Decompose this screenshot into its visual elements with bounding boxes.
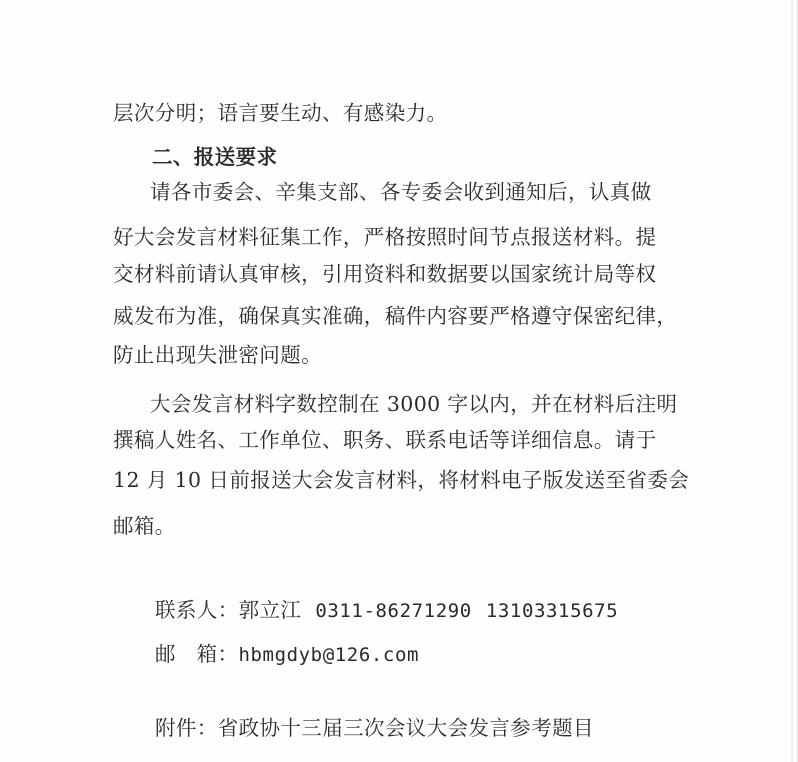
para3-line2: 撰稿人姓名、工作单位、职务、联系电话等详细信息。请于 — [113, 428, 657, 452]
contact-person-name: 郭立江 — [238, 598, 302, 622]
para3-line4: 邮箱。 — [113, 514, 176, 538]
contact-mobile: 13103315675 — [485, 600, 619, 622]
para2-line2: 好大会发言材料征集工作，严格按照时间节点报送材料。提 — [113, 225, 657, 249]
contact-person-label: 联系人： — [155, 598, 239, 622]
contact-phone: 0311-86271290 — [315, 600, 472, 622]
para2-line4: 威发布为准，确保真实准确，稿件内容要严格遵守保密纪律， — [113, 304, 678, 328]
para3-line3: 12 月 10 日前报送大会发言材料，将材料电子版发送至省委会 — [113, 468, 690, 492]
contact-email-row — [155, 640, 419, 669]
para2-line1: 请各市委会、辛集支部、各专委会收到通知后，认真做 — [150, 180, 652, 204]
para3-line1: 大会发言材料字数控制在 3000 字以内，并在材料后注明 — [150, 392, 678, 416]
paragraph-1-tail: 层次分明；语言要生动、有感染力。 — [113, 101, 448, 125]
section-heading: 二、报送要求 — [152, 145, 278, 169]
para2-line3: 交材料前请认真审核，引用资料和数据要以国家统计局等权 — [113, 262, 657, 286]
attachment-line: 附件：省政协十三届三次会议大会发言参考题目 — [155, 716, 594, 740]
contact-email: hbmgdyb@126.com — [238, 644, 420, 666]
para2-line5: 防止出现失泄密问题。 — [113, 343, 322, 367]
page-edge — [791, 0, 793, 762]
contact-person-row — [155, 596, 618, 625]
contact-email-label: 邮 箱： — [155, 642, 239, 666]
